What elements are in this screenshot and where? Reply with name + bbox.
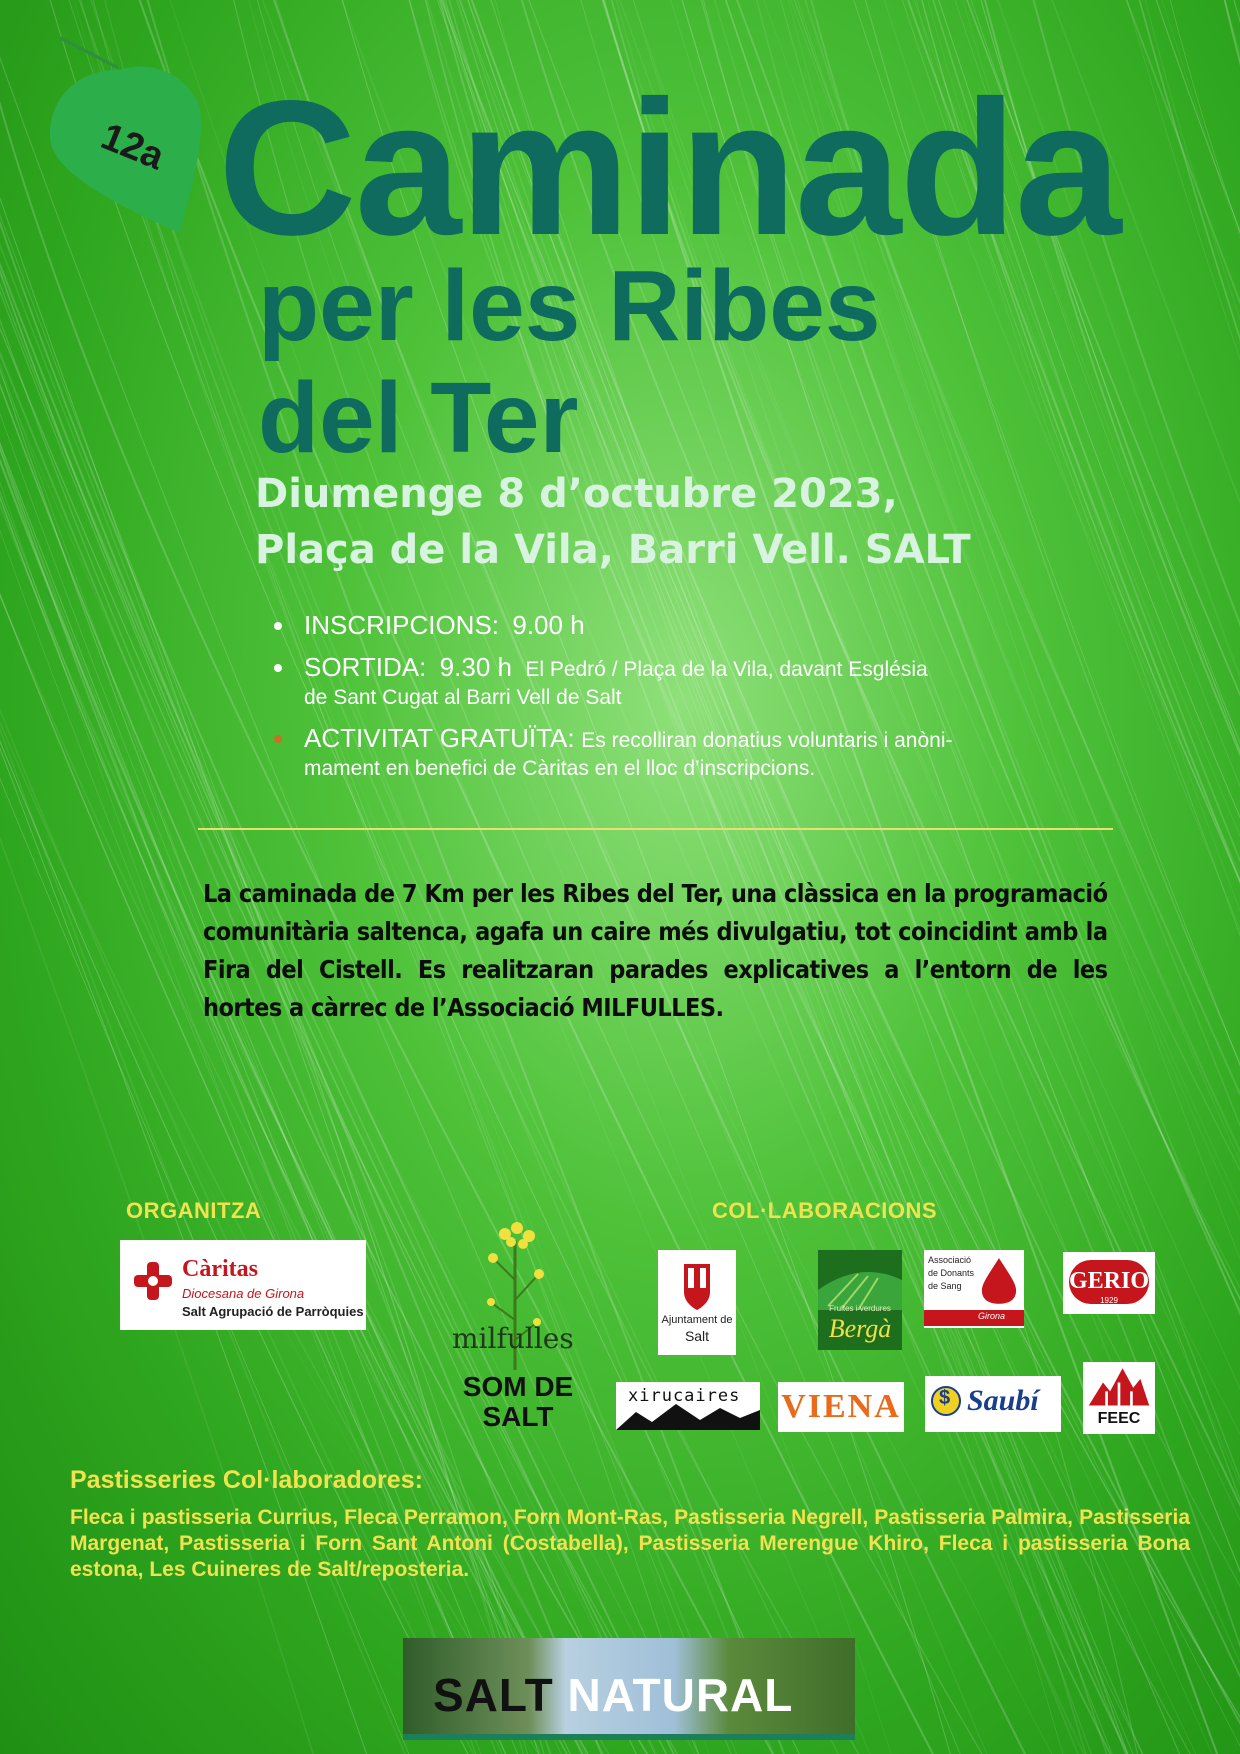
title-caminada: Caminada xyxy=(218,60,1120,275)
blood-drop-icon xyxy=(980,1256,1018,1304)
gerio-year: 1929 xyxy=(1100,1296,1118,1305)
title-line-2: per les Ribes xyxy=(258,250,881,362)
inscripcions-time: 9.00 h xyxy=(512,610,585,640)
description-paragraph: La caminada de 7 Km per les Ribes del Ter, una clàssica en la programació comunitària saltenca, agafa un caire més divulgatiu, tot coincidint amb la Fira del Cistell. Es realitzaran parades explicatives a l’entorn de les hortes a càrrec de l’Associació MILFULLES. xyxy=(203,879,1108,1022)
som-de-salt-logo xyxy=(448,1372,588,1432)
sortida-label: SORTIDA: xyxy=(304,652,427,682)
donants-text xyxy=(928,1254,974,1293)
bullet-icon xyxy=(274,664,282,672)
berga-name: Bergà xyxy=(828,1314,892,1343)
pastisseries-list: Fleca i pastisseria Currius, Fleca Perramon, Forn Mont-Ras, Pastisseria Negrell, Pastisseria Palmira, Pastisseria Margenat, Pastisseria i Forn Sant Antoni (Costabella), Pastisseria Merengue Khiro, Fleca i pastisseria Bona estona, Les Cuineres de Salt/reposteria. xyxy=(70,1506,1190,1581)
gerio-logo xyxy=(1063,1252,1155,1314)
viena-logo xyxy=(778,1382,904,1432)
pastisseries-title: Pastisseries Col·laboradores: xyxy=(70,1466,423,1494)
sortida-place-1: El Pedró / Plaça de la Vila, davant Església xyxy=(525,658,928,681)
organitza-heading: ORGANITZA xyxy=(126,1198,262,1223)
som-de-text: SOM DE xyxy=(462,1371,574,1402)
info-list xyxy=(272,612,1112,796)
title-line-3: del Ter xyxy=(258,362,579,474)
event-date: Diumenge 8 d’octubre 2023, xyxy=(255,471,898,517)
shield-icon xyxy=(658,1256,736,1316)
natural-word: NATURAL xyxy=(567,1669,794,1721)
info-sortida xyxy=(272,654,1112,711)
donants-text-1: Associació xyxy=(928,1255,972,1265)
donants-text-4: Girona xyxy=(978,1311,1006,1321)
gratuita-label: ACTIVITAT GRATUÏTA: xyxy=(304,723,575,753)
title-subtitle xyxy=(258,250,881,474)
feec-name: FEEC xyxy=(1097,1410,1141,1427)
berga-logo xyxy=(818,1250,902,1350)
feec-logo xyxy=(1083,1362,1155,1434)
berga-small-text: Fruites i verdures xyxy=(829,1304,891,1313)
caritas-sub2: Salt Agrupació de Parròquies xyxy=(182,1304,364,1319)
donants-sang-logo xyxy=(924,1250,1024,1328)
bullet-icon xyxy=(274,735,282,743)
saubi-logo: $ Saubí xyxy=(925,1376,1061,1432)
info-gratuita xyxy=(272,725,1112,782)
info-inscripcions xyxy=(272,612,1112,640)
salt-text: SALT xyxy=(482,1401,554,1432)
donants-text-2: de Donants xyxy=(928,1268,975,1278)
divider-line xyxy=(198,828,1113,830)
ajuntament-text-2: Salt xyxy=(684,1328,710,1344)
streak-line xyxy=(1165,0,1240,1754)
salt-natural-banner xyxy=(403,1638,855,1740)
field-icon xyxy=(818,1250,902,1310)
caritas-sub1: Diocesana de Girona xyxy=(182,1286,305,1301)
donants-text-3: de Sang xyxy=(928,1281,962,1291)
feec-mountain-icon xyxy=(1087,1364,1151,1408)
caritas-logo xyxy=(120,1240,366,1330)
inscripcions-label: INSCRIPCIONS: xyxy=(304,610,500,640)
salt-natural-label xyxy=(433,1668,793,1722)
milfulles-logo-text: milfulles xyxy=(452,1322,574,1355)
sortida-place-2: de Sant Cugat al Barri Vell de Salt xyxy=(304,686,622,709)
bullet-icon xyxy=(274,622,282,630)
xirucaires-name: xirucaires xyxy=(628,1386,741,1406)
leaf-badge xyxy=(40,28,215,238)
gratuita-text-1: Es recolliran donatius voluntaris i anòni- xyxy=(581,729,953,752)
ajuntament-salt-logo xyxy=(658,1250,736,1355)
saubi-name: Saubí xyxy=(967,1384,1039,1417)
caritas-name: Càritas xyxy=(182,1256,258,1282)
event-date-place xyxy=(255,466,971,578)
viena-name: VIENA xyxy=(781,1388,901,1425)
xirucaires-logo xyxy=(616,1382,760,1430)
collaboracions-heading: COL·LABORACIONS xyxy=(712,1198,938,1223)
gratuita-text-2: mament en benefici de Càritas en el lloc d’inscripcions. xyxy=(304,757,816,780)
event-place: Plaça de la Vila, Barri Vell. SALT xyxy=(255,527,971,573)
gerio-name: GERIO xyxy=(1069,1268,1150,1294)
caritas-cross-icon xyxy=(132,1260,174,1302)
banner-underline xyxy=(403,1734,855,1740)
salt-word: SALT xyxy=(433,1669,554,1721)
edition-label: 12a xyxy=(95,115,170,179)
sortida-time: 9.30 h xyxy=(439,652,512,682)
ajuntament-text-1: Ajuntament de xyxy=(661,1314,733,1326)
